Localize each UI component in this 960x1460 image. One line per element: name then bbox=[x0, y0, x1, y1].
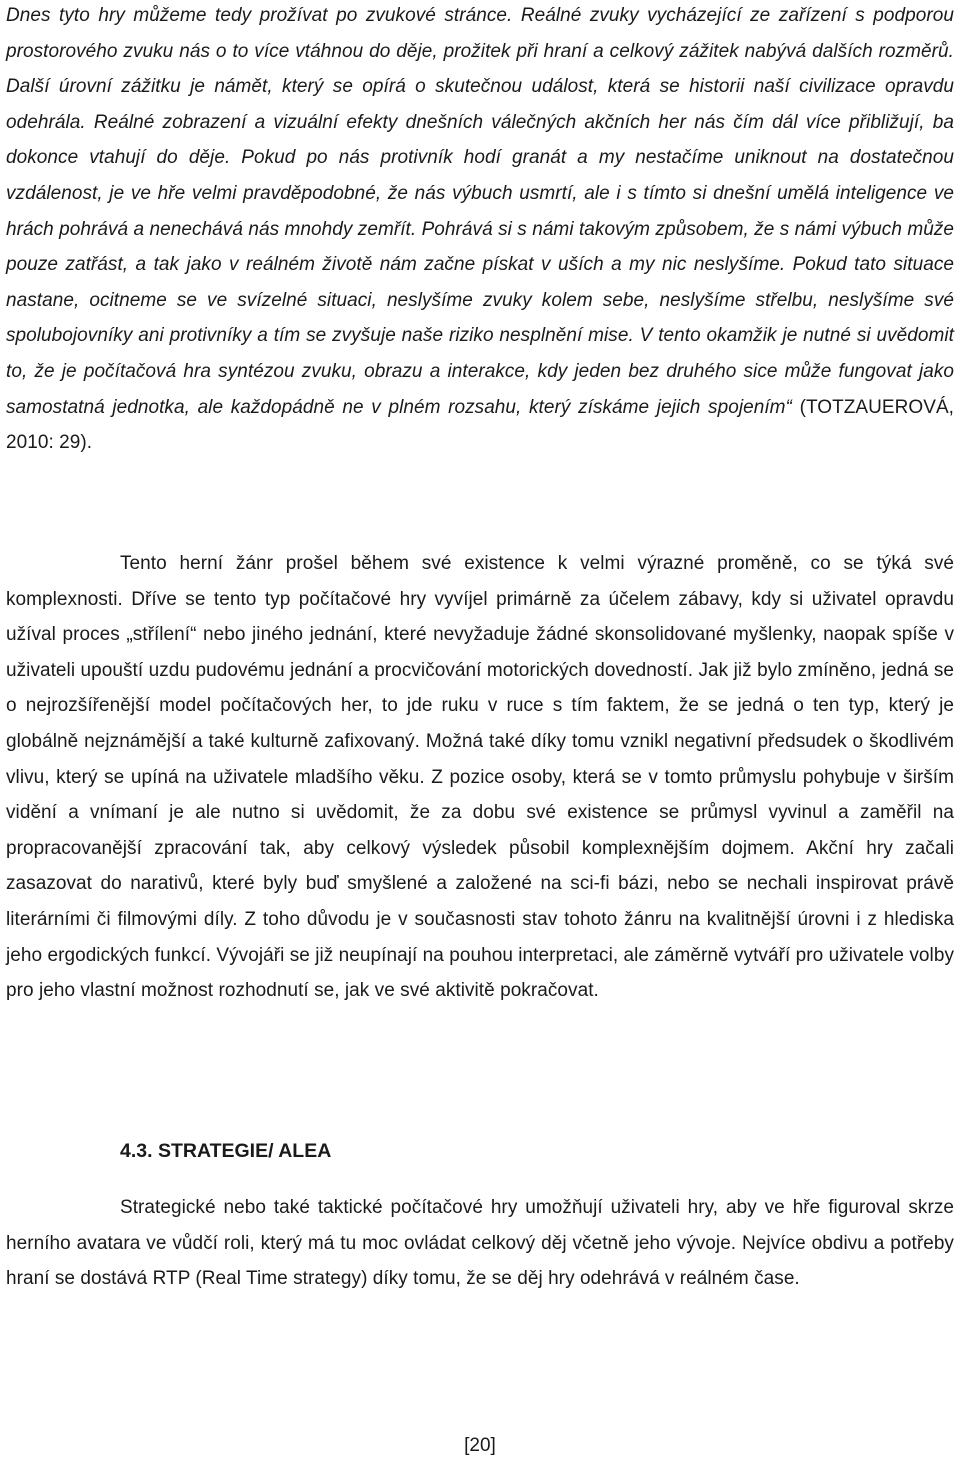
citation: (TOTZAUEROVÁ, 2010: 29). bbox=[6, 396, 954, 454]
quote-text: Dnes tyto hry můžeme tedy prožívat po zvukové stránce. Reálné zvuky vycházející ze zařízení s podporou prostorového zvuku nás o to více vtáhnou do děje, prožitek při hraní a celkový zážitek nabývá dalších rozměrů. Další úrovní zážitku je námět, který se opírá o skutečnou událost, která se historii naší civilizace opravdu odehrála. Reálné zobrazení a vizuální efekty dnešních válečných akčních her nás čím dál více přibližují, ba dokonce vtahují do děje. Pokud po nás protivník hodí granát a my nestačíme uniknout na dostatečnou vzdálenost, je ve hře velmi pravděpodobné, že nás výbuch usmrtí, ale i s tímto si dnešní umělá inteligence ve hrách pohrává a nenechává nás mnohdy zemřít. Pohrává si s námi takovým způsobem, že s námi výbuch může pouze zatřást, a tak jako v reálném životě nám začne pískat v uších a my nic neslyšíme. Pokud tato situace nastane, ocitneme se ve svízelné situaci, neslyšíme zvuky kolem sebe, neslyšíme střelbu, neslyšíme své spolubojovníky ani protivníky a tím se zvyšuje naše riziko nesplnění mise. V tento okamžik je nutné si uvědomit to, že je počítačová hra syntézou zvuku, obrazu a interakce, kdy jeden bez druhého sice může fungovat jako samostatná jednotka, ale každopádně ne v plném rozsahu, který získáme jejich spojením“ bbox=[6, 5, 954, 418]
quoted-paragraph bbox=[6, 0, 954, 461]
page-number: [20] bbox=[464, 1435, 496, 1456]
body-paragraph-1: Tento herní žánr prošel během své existence k velmi výrazné proměně, co se týká své komplexnosti. Dříve se tento typ počítačové hry vyvíjel primárně za účelem zábavy, kdy si uživatel opravdu užíval proces „střílení“ nebo jiného jednání, které nevyžaduje žádné skonsolidované myšlenky, naopak spíše v uživateli upouští uzdu pudovému jednání a procvičování motorických dovedností. Jak již bylo zmíněno, jedná se o nejrozšířenější model počítačových her, to jde ruku v ruce s tím faktem, že se jedná o ten typ, který je globálně nejznámější a také kulturně zafixovaný. Možná také díky tomu vznikl negativní předsudek o škodlivém vlivu, který se upíná na uživatele mladšího věku. Z pozice osoby, která se v tomto průmyslu pohybuje v širším vidění a vnímaní je ale nutno si uvědomit, že za dobu své existence se průmysl vyvinul a zaměřil na propracovanější zpracování tak, aby celkový výsledek působil komplexnějším dojmem. Akční hry začali zasazovat do narativů, které byly buď smyšlené a založené na sci-fi bázi, nebo se nechali inspirovat právě literárními či filmovými díly. Z toho důvodu je v současnosti stav tohoto žánru na kvalitnější úrovni i z hlediska jeho ergodických funkcí. Vývojáři se již neupínají na pouhou interpretaci, ale záměrně vytváří pro uživatele volby pro jeho vlastní možnost rozhodnutí se, jak ve své aktivitě pokračovat. bbox=[6, 553, 954, 1002]
body-paragraph-2: Strategické nebo také taktické počítačové hry umožňují uživateli hry, aby ve hře figuroval skrze herního avatara ve vůdčí roli, který má tu moc ovládat celkový děj včetně jeho vývoje. Nejvíce obdivu a potřeby hraní se dostává RTP (Real Time strategy) díky tomu, že se děj hry odehrává v reálném čase. bbox=[6, 1197, 954, 1290]
section-heading: 4.3. STRATEGIE/ ALEA bbox=[120, 1140, 332, 1162]
